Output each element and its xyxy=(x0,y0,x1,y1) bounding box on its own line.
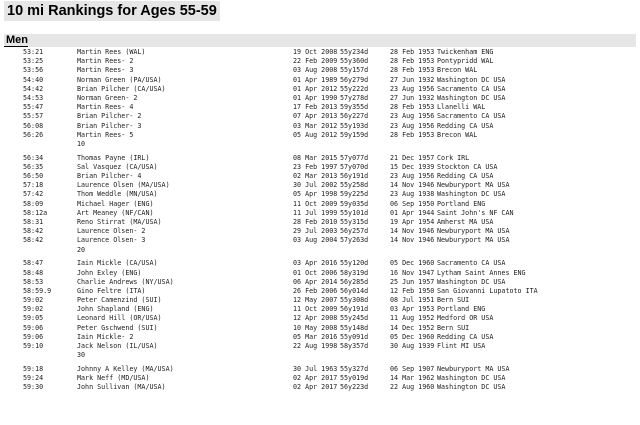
ranking-row xyxy=(0,57,640,66)
athlete-age: 58y319d xyxy=(340,268,369,277)
athlete-name: Laurence Olsen (MA/USA) xyxy=(77,181,170,190)
race-date: 02 Apr 2017 xyxy=(293,374,338,383)
ranking-time: 59:02 xyxy=(23,296,44,305)
athlete-age: 55y315d xyxy=(340,217,369,226)
race-date: 30 Jul 2002 xyxy=(293,181,338,190)
birth-date: 27 Jun 1932 xyxy=(390,75,435,84)
race-location: Washington DC USA xyxy=(437,75,506,84)
birth-date: 19 Apr 1954 xyxy=(390,217,435,226)
birth-date: 28 Feb 1953 xyxy=(390,66,435,75)
birth-date: 15 Dec 1939 xyxy=(390,162,435,171)
ranking-row xyxy=(0,333,640,342)
race-date: 01 Apr 2012 xyxy=(293,84,338,93)
ranking-time: 59:10 xyxy=(23,342,44,350)
race-date: 11 Oct 2009 xyxy=(293,199,338,208)
birth-date: 22 Aug 1960 xyxy=(390,383,435,392)
ranking-time: 58:47 xyxy=(23,259,44,268)
birth-date: 14 Nov 1946 xyxy=(390,181,435,190)
athlete-name: Art Meaney (NF/CAN) xyxy=(77,208,154,217)
ranking-time: 59:24 xyxy=(23,374,44,383)
race-date: 11 Jul 1999 xyxy=(293,208,338,217)
athlete-age: 55y120d xyxy=(340,259,369,268)
race-location: Washington DC USA xyxy=(437,383,506,392)
athlete-name: Martin Rees- 4 xyxy=(77,103,134,112)
race-date: 05 Apr 1998 xyxy=(293,190,338,199)
race-location: Bern SUI xyxy=(437,296,470,305)
ranking-time: 58:59.9 xyxy=(23,286,52,295)
race-location: Newburyport MA USA xyxy=(437,364,510,373)
birth-date: 30 Aug 1939 xyxy=(390,342,435,350)
athlete-name: Reno Stirrat (MA/USA) xyxy=(77,217,162,226)
rank-count-row xyxy=(0,246,640,255)
athlete-age: 59y159d xyxy=(340,130,369,139)
ranking-row xyxy=(0,122,640,131)
athlete-age: 56y279d xyxy=(340,75,369,84)
athlete-name: John Exley (ENG) xyxy=(77,268,142,277)
birth-date: 12 Feb 1950 xyxy=(390,286,435,295)
rank-count-row xyxy=(0,140,640,149)
race-location: Stockton CA USA xyxy=(437,162,498,171)
athlete-age: 56y223d xyxy=(340,383,369,392)
athlete-name: Laurence Olsen- 3 xyxy=(77,236,146,245)
birth-date: 28 Feb 1953 xyxy=(390,48,435,56)
athlete-age: 59y225d xyxy=(340,190,369,199)
rank-count-row xyxy=(0,393,640,402)
athlete-age: 58y357d xyxy=(340,342,369,350)
race-date: 17 Feb 2013 xyxy=(293,103,338,112)
race-date: 02 Apr 2017 xyxy=(293,383,338,392)
ranking-row xyxy=(0,103,640,112)
athlete-age: 57y070d xyxy=(340,162,369,171)
birth-date: 03 Apr 1953 xyxy=(390,305,435,314)
race-location: Saint John's NF CAN xyxy=(437,208,514,217)
athlete-age: 57y077d xyxy=(340,153,369,162)
ranking-time: 59:06 xyxy=(23,332,44,341)
race-location: Cork IRL xyxy=(437,153,470,162)
ranking-row xyxy=(0,94,640,103)
ranking-time: 53:25 xyxy=(23,57,44,66)
birth-date: 14 Dec 1952 xyxy=(390,323,435,332)
birth-date: 11 Aug 1952 xyxy=(390,314,435,323)
race-location: Lytham Saint Annes ENG xyxy=(437,268,526,277)
race-date: 29 Jul 2003 xyxy=(293,227,338,236)
athlete-name: Mark Neff (MD/USA) xyxy=(77,374,150,383)
ranking-time: 59:05 xyxy=(23,314,44,323)
birth-date: 16 Nov 1947 xyxy=(390,268,435,277)
athlete-age: 56y191d xyxy=(340,305,369,314)
birth-date: 01 Apr 1944 xyxy=(390,208,435,217)
ranking-row xyxy=(0,383,640,392)
birth-date: 06 Sep 1907 xyxy=(390,364,435,373)
race-date: 03 Mar 2012 xyxy=(293,121,338,130)
race-location: Washington DC USA xyxy=(437,93,506,102)
rank-count-row xyxy=(0,351,640,360)
race-date: 03 Aug 2004 xyxy=(293,236,338,245)
ranking-time: 55:47 xyxy=(23,103,44,112)
ranking-row xyxy=(0,314,640,323)
ranking-time: 54:42 xyxy=(23,84,44,93)
race-date: 22 Feb 2009 xyxy=(293,57,338,66)
athlete-name: Johnny A Kelley (MA/USA) xyxy=(77,364,174,373)
race-location: Newburyport MA USA xyxy=(437,181,510,190)
athlete-name: Brian Pilcher- 4 xyxy=(77,172,142,181)
athlete-age: 55y101d xyxy=(340,208,369,217)
race-location: Washington DC USA xyxy=(437,277,506,286)
ranking-row xyxy=(0,181,640,190)
race-location: Sacramento CA USA xyxy=(437,259,506,268)
race-location: Sacramento CA USA xyxy=(437,112,506,121)
ranking-time: 53:21 xyxy=(23,48,44,56)
ranking-time: 56:26 xyxy=(23,130,44,139)
ranking-row xyxy=(0,374,640,383)
ranking-row xyxy=(0,85,640,94)
ranking-time: 54:40 xyxy=(23,75,44,84)
race-date: 01 Apr 1989 xyxy=(293,75,338,84)
ranking-time: 56:35 xyxy=(23,162,44,171)
ranking-row xyxy=(0,227,640,236)
race-date: 05 Aug 2012 xyxy=(293,130,338,139)
race-location: Newburyport MA USA xyxy=(437,236,510,245)
ranking-row xyxy=(0,287,640,296)
birth-date: 25 Jun 1957 xyxy=(390,277,435,286)
ranking-time: 56:08 xyxy=(23,121,44,130)
birth-date: 28 Feb 1953 xyxy=(390,103,435,112)
ranking-time: 59:02 xyxy=(23,305,44,314)
race-date: 02 Mar 2013 xyxy=(293,172,338,181)
athlete-age: 55y360d xyxy=(340,57,369,66)
ranking-row xyxy=(0,66,640,75)
race-date: 12 May 2007 xyxy=(293,296,338,305)
ranking-row xyxy=(0,278,640,287)
birth-date: 23 Aug 1938 xyxy=(390,190,435,199)
race-location: Amherst MA USA xyxy=(437,217,494,226)
birth-date: 27 Jun 1932 xyxy=(390,93,435,102)
ranking-time: 57:18 xyxy=(23,181,44,190)
athlete-age: 56y014d xyxy=(340,286,369,295)
athlete-name: Gino Feltre (ITA) xyxy=(77,286,146,295)
ranking-row xyxy=(0,365,640,374)
race-location: Redding CA USA xyxy=(437,172,494,181)
athlete-name: Thomas Payne (IRL) xyxy=(77,153,150,162)
rank-count: 20 xyxy=(77,245,86,254)
athlete-name: Peter Camenzind (SUI) xyxy=(77,296,162,305)
race-location: Washington DC USA xyxy=(437,374,506,383)
ranking-time: 56:50 xyxy=(23,172,44,181)
athlete-name: Thom Weddle (MN/USA) xyxy=(77,190,158,199)
race-location: Brecon WAL xyxy=(437,66,478,75)
athlete-name: Charlie Andrews (NY/USA) xyxy=(77,277,174,286)
athlete-age: 56y191d xyxy=(340,172,369,181)
section-title-men xyxy=(4,34,636,47)
ranking-time: 58:48 xyxy=(23,268,44,277)
athlete-age: 55y234d xyxy=(340,48,369,56)
birth-date: 14 Mar 1962 xyxy=(390,374,435,383)
ranking-row xyxy=(0,218,640,227)
race-date: 06 Apr 2014 xyxy=(293,277,338,286)
race-location: Medford OR USA xyxy=(437,314,494,323)
ranking-time: 58:12a xyxy=(23,208,48,217)
race-location: Sacramento CA USA xyxy=(437,84,506,93)
athlete-age: 55y222d xyxy=(340,84,369,93)
ranking-row xyxy=(0,269,640,278)
race-date: 01 Apr 1990 xyxy=(293,93,338,102)
race-date: 08 Mar 2015 xyxy=(293,153,338,162)
race-date: 10 May 2008 xyxy=(293,323,338,332)
birth-date: 21 Dec 1957 xyxy=(390,153,435,162)
ranking-row xyxy=(0,112,640,121)
birth-date: 23 Aug 1956 xyxy=(390,121,435,130)
race-date: 22 Aug 1998 xyxy=(293,342,338,350)
birth-date: 06 Sep 1950 xyxy=(390,199,435,208)
race-date: 03 Aug 2008 xyxy=(293,66,338,75)
athlete-age: 56y227d xyxy=(340,112,369,121)
section-title-label: Men xyxy=(6,34,28,46)
athlete-name: Martin Rees- 5 xyxy=(77,130,134,139)
ranking-time: 59:06 xyxy=(23,323,44,332)
athlete-age: 55y091d xyxy=(340,332,369,341)
ranking-row xyxy=(0,209,640,218)
race-date: 12 Apr 2008 xyxy=(293,314,338,323)
athlete-name: Peter Gschwend (SUI) xyxy=(77,323,158,332)
ranking-time: 59:30 xyxy=(23,383,44,392)
ranking-time: 58:42 xyxy=(23,227,44,236)
ranking-time: 55:57 xyxy=(23,112,44,121)
birth-date: 14 Nov 1946 xyxy=(390,227,435,236)
athlete-age: 55y258d xyxy=(340,181,369,190)
athlete-name: Sal Vasquez (CA/USA) xyxy=(77,162,158,171)
birth-date: 14 Nov 1946 xyxy=(390,236,435,245)
race-location: Portland ENG xyxy=(437,199,486,208)
athlete-name: John Shapland (ENG) xyxy=(77,305,154,314)
rank-count: 30 xyxy=(77,351,86,360)
race-location: Pontypridd WAL xyxy=(437,57,494,66)
ranking-time: 58:09 xyxy=(23,199,44,208)
athlete-age: 56y257d xyxy=(340,227,369,236)
page-title: 10 mi Rankings for Ages 55-59 xyxy=(4,1,220,21)
race-location: Bern SUI xyxy=(437,323,470,332)
race-date: 05 Mar 2016 xyxy=(293,332,338,341)
ranking-row xyxy=(0,76,640,85)
athlete-name: Martin Rees (WAL) xyxy=(77,48,146,56)
athlete-name: Brian Pilcher- 2 xyxy=(77,112,142,121)
ranking-row xyxy=(0,172,640,181)
rank-count: 10 xyxy=(77,139,86,148)
ranking-time: 58:53 xyxy=(23,277,44,286)
ranking-time: 59:18 xyxy=(23,364,44,373)
athlete-age: 55y148d xyxy=(340,323,369,332)
ranking-row xyxy=(0,163,640,172)
ranking-row xyxy=(0,342,640,351)
athlete-name: Martin Rees- 2 xyxy=(77,57,134,66)
ranking-time: 53:56 xyxy=(23,66,44,75)
athlete-name: John Sullivan (MA/USA) xyxy=(77,383,166,392)
birth-date: 28 Feb 1953 xyxy=(390,57,435,66)
ranking-time: 58:31 xyxy=(23,217,44,226)
ranking-time: 57:42 xyxy=(23,190,44,199)
birth-date: 28 Feb 1953 xyxy=(390,130,435,139)
athlete-age: 56y285d xyxy=(340,277,369,286)
race-date: 01 Oct 2006 xyxy=(293,268,338,277)
athlete-name: Michael Hager (ENG) xyxy=(77,199,154,208)
athlete-name: Norman Green (PA/USA) xyxy=(77,75,162,84)
ranking-row xyxy=(0,154,640,163)
athlete-age: 59y355d xyxy=(340,103,369,112)
race-date: 28 Feb 2010 xyxy=(293,217,338,226)
race-location: Newburyport MA USA xyxy=(437,227,510,236)
athlete-name: Martin Rees- 3 xyxy=(77,66,134,75)
birth-date: 05 Dec 1960 xyxy=(390,259,435,268)
athlete-name: Laurence Olsen- 2 xyxy=(77,227,146,236)
race-date: 11 Oct 2009 xyxy=(293,305,338,314)
athlete-age: 55y308d xyxy=(340,296,369,305)
race-date: 23 Feb 1997 xyxy=(293,162,338,171)
ranking-row xyxy=(0,190,640,199)
athlete-name: Leonard Hill (OR/USA) xyxy=(77,314,162,323)
athlete-name: Jack Nelson (IL/USA) xyxy=(77,342,158,350)
athlete-age: 55y019d xyxy=(340,374,369,383)
race-location: Brecon WAL xyxy=(437,130,478,139)
athlete-age: 57y278d xyxy=(340,93,369,102)
athlete-name: Iain Mickle- 2 xyxy=(77,332,134,341)
race-location: Redding CA USA xyxy=(437,121,494,130)
race-location: Washington DC USA xyxy=(437,190,506,199)
race-date: 19 Oct 2008 xyxy=(293,48,338,56)
race-location: Redding CA USA xyxy=(437,332,494,341)
athlete-age: 57y263d xyxy=(340,236,369,245)
ranking-row xyxy=(0,305,640,314)
race-location: Flint MI USA xyxy=(437,342,486,350)
athlete-name: Norman Green- 2 xyxy=(77,93,138,102)
race-location: San Giovanni Lupatoto ITA xyxy=(437,286,538,295)
ranking-row xyxy=(0,131,640,140)
ranking-row xyxy=(0,48,640,57)
ranking-time: 56:34 xyxy=(23,153,44,162)
ranking-time: 58:42 xyxy=(23,236,44,245)
birth-date: 23 Aug 1956 xyxy=(390,112,435,121)
birth-date: 08 Jul 1951 xyxy=(390,296,435,305)
ranking-row xyxy=(0,296,640,305)
athlete-age: 55y193d xyxy=(340,121,369,130)
athlete-name: Brian Pilcher- 3 xyxy=(77,121,142,130)
race-location: Portland ENG xyxy=(437,305,486,314)
ranking-row xyxy=(0,259,640,268)
athlete-name: Brian Pilcher (CA/USA) xyxy=(77,84,166,93)
ranking-time: 54:53 xyxy=(23,93,44,102)
birth-date: 23 Aug 1956 xyxy=(390,84,435,93)
athlete-age: 55y157d xyxy=(340,66,369,75)
race-date: 26 Feb 2006 xyxy=(293,286,338,295)
athlete-name: Iain Mickle (CA/USA) xyxy=(77,259,158,268)
ranking-row xyxy=(0,324,640,333)
race-date: 03 Apr 2016 xyxy=(293,259,338,268)
ranking-row xyxy=(0,236,640,245)
athlete-age: 55y245d xyxy=(340,314,369,323)
race-date: 07 Apr 2013 xyxy=(293,112,338,121)
athlete-age: 55y327d xyxy=(340,364,369,373)
athlete-age: 59y035d xyxy=(340,199,369,208)
birth-date: 05 Dec 1960 xyxy=(390,332,435,341)
birth-date: 23 Aug 1956 xyxy=(390,172,435,181)
race-location: Llanelli WAL xyxy=(437,103,486,112)
ranking-row xyxy=(0,200,640,209)
race-location: Twickenham ENG xyxy=(437,48,494,56)
rankings-list xyxy=(0,48,640,402)
race-date: 30 Jul 1963 xyxy=(293,364,338,373)
